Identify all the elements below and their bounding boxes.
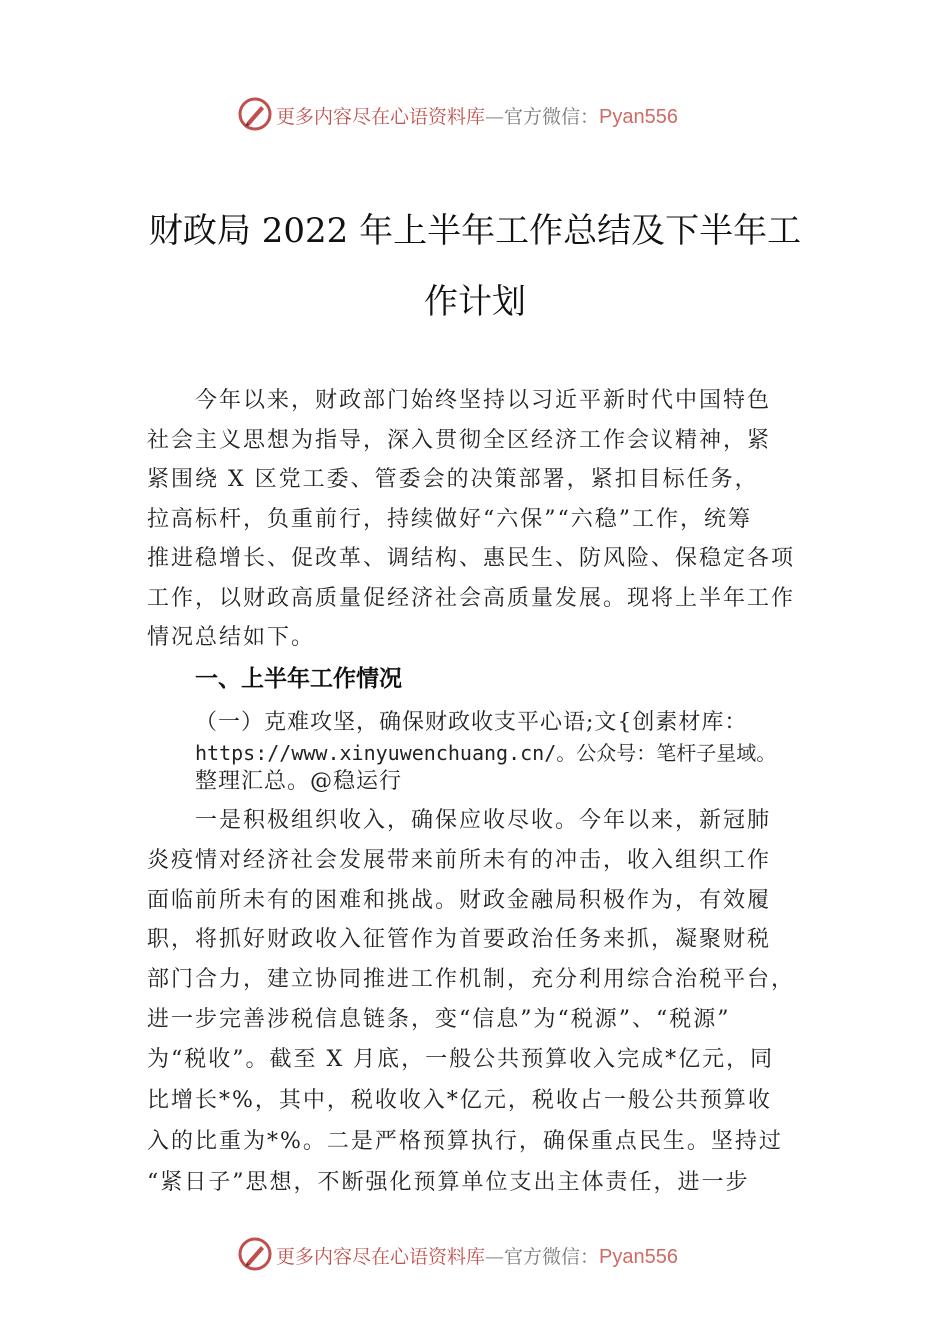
intro-line: 推进稳增长、促改革、调结构、惠民生、防风险、保稳定各项 <box>147 546 796 571</box>
body-line: 职，将抓好财政收入征管作为首要政治任务来抓，凝聚财税 <box>147 927 772 952</box>
body-line: “紧日子”思想，不断强化预算单位支出主体责任，进一步 <box>147 1170 750 1195</box>
banner-part1: 更多内容尽在心语资料库 <box>276 106 486 128</box>
intro-line: 工作，以财政高质量促经济社会高质量发展。现将上半年工作 <box>147 586 796 611</box>
banner-account: Pyan556 <box>599 1246 678 1268</box>
subsection-heading: （一）克难攻坚，确保财政收支平心语;文{创素材库： <box>195 710 748 735</box>
body-line: 进一步完善涉税信息链条，变“信息”为“税源”、“税源” <box>147 1007 731 1032</box>
subsection-heading-url: https://www.xinyuwenchuang.cn/。公众号：笔杆子星域。 <box>195 741 777 765</box>
doc-title-line2: 作计划 <box>424 282 526 322</box>
banner-text <box>276 1242 678 1269</box>
intro-line: 社会主义思想为指导，深入贯彻全区经济工作会议精神，紧 <box>147 428 772 453</box>
banner-dash: — <box>485 106 505 128</box>
header-banner <box>0 94 950 134</box>
banner-account: Pyan556 <box>599 106 678 128</box>
body-line: 比增长*%，其中，税收收入*亿元，税收占一般公共预算收 <box>147 1088 772 1113</box>
body-line: 入的比重为*%。二是严格预算执行，确保重点民生。坚持过 <box>147 1129 783 1154</box>
pen-logo-icon <box>237 96 273 132</box>
banner-dash: — <box>485 1246 505 1268</box>
pen-logo-icon <box>237 1236 273 1272</box>
body-line: 部门合力，建立协同推进工作机制，充分利用综合治税平台， <box>147 967 796 992</box>
banner-part1: 更多内容尽在心语资料库 <box>276 1246 486 1268</box>
body-line: 为“税收”。截至 X 月底，一般公共预算收入完成*亿元，同 <box>147 1047 775 1072</box>
doc-title-line1: 财政局 2022 年上半年工作总结及下半年工 <box>148 211 802 251</box>
banner-text <box>276 102 678 129</box>
body-line: 一是积极组织收入，确保应收尽收。今年以来，新冠肺 <box>195 808 772 833</box>
intro-line: 情况总结如下。 <box>147 625 316 650</box>
subsection-heading-tail: 整理汇总。@稳运行 <box>195 769 403 794</box>
intro-line: 紧围绕 X 区党工委、管委会的决策部署，紧扣目标任务， <box>147 467 759 492</box>
banner-part2: 官方微信： <box>504 106 600 128</box>
body-line: 面临前所未有的困难和挑战。财政金融局积极作为，有效履 <box>147 888 772 913</box>
banner-part2: 官方微信： <box>504 1246 600 1268</box>
body-line: 炎疫情对经济社会发展带来前所未有的冲击，收入组织工作 <box>147 848 772 873</box>
intro-line: 拉高标杆，负重前行，持续做好“六保”“六稳”工作，统筹 <box>147 507 752 532</box>
intro-line: 今年以来，财政部门始终坚持以习近平新时代中国特色 <box>195 388 772 413</box>
footer-banner <box>0 1234 950 1274</box>
section-heading: 一、上半年工作情况 <box>195 665 402 691</box>
